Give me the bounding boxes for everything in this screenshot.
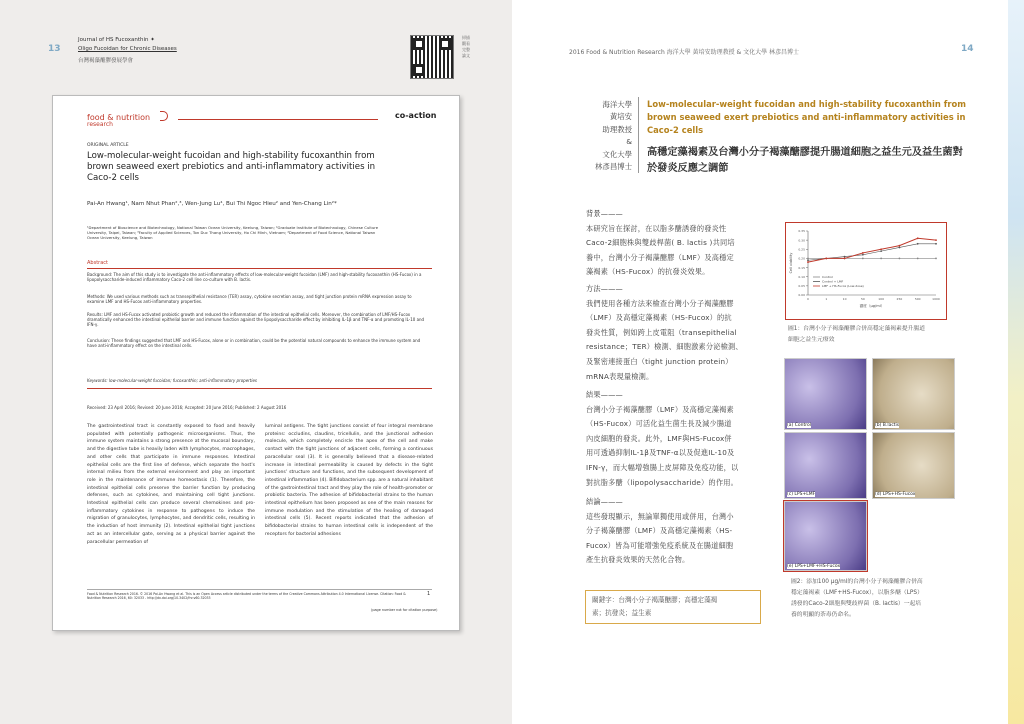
data-point: [862, 258, 864, 260]
section-line: IFN-γ，而大幅增強腸上皮屏障及免疫功能，以: [586, 462, 739, 472]
micrograph-panel-c: [784, 432, 867, 499]
section-line: Fucox）皆為可能增強免疫系統及在腸道細胞: [586, 540, 734, 550]
legend-label: Control + LMF: [822, 279, 844, 284]
section-line: （HS-Fucox）可活化益生菌生長及減少腸道: [586, 419, 732, 429]
legend-label: LMF + HS-Fucox (Low-dose): [822, 284, 864, 289]
section-conclusion: [586, 495, 766, 568]
author-line: 黃培安: [609, 112, 632, 122]
section-line: 台灣小分子褐藻醣膠（LMF）及高穩定藻褐素: [586, 404, 734, 414]
qr-code[interactable]: [410, 35, 454, 79]
legend-label: Control: [822, 275, 833, 280]
y-tick-label: 0.35: [798, 229, 805, 234]
page-number-left: 13: [48, 44, 61, 54]
footer-license: Food & Nutrition Research 2016. © 2016 Pai-An Hwang et al. This is an Open Access article distributed under the terms of the Creative Commons Attribution 4.0 International License. Citation: Food & Nutrition Research 2016, 60: 32033 - http://dx.doi.org/10.3402/fnr.v60.32033: [87, 592, 406, 601]
title-chinese: 高穩定藻褐素及台灣小分子褐藻醣膠提升腸道細胞之益生元及益生菌對於發炎反應之調節: [647, 147, 963, 174]
title-divider: [638, 97, 639, 173]
abstract-rule: [87, 268, 432, 269]
page-number-right: 14: [961, 44, 974, 54]
section-heading: 方法———: [586, 284, 623, 293]
author-line: 海洋大學: [602, 100, 632, 109]
journal-chinese: 台灣褐藻醣膠發展學會: [78, 58, 134, 64]
footer-note: (page number not for citation purpose): [371, 608, 438, 612]
article-title: Low-molecular-weight fucoidan and high-stability fucoxanthin from brown seaweed exert prebiotics and anti-inflammatory activities in Caco-2 cells: [87, 151, 376, 183]
series-line: [808, 244, 936, 260]
data-point: [807, 258, 809, 260]
y-tick-label: 0.00: [798, 293, 805, 298]
caption-line: 細胞之益生元療效: [788, 337, 835, 343]
x-tick-label: 1000: [932, 297, 940, 301]
micrograph-panel-e: [784, 501, 867, 571]
micrograph-panel-a: [784, 358, 867, 430]
data-point: [935, 243, 937, 245]
caption-line: 誘發的Caco-2細胞與雙歧桿菌（B. lactis）一起培: [791, 601, 922, 607]
data-point: [917, 258, 919, 260]
panel-label: (c) LPS+LMF: [787, 492, 816, 497]
x-tick-label: 500: [914, 297, 921, 301]
x-tick-label: 1: [825, 297, 828, 301]
journal-name: Journal of HS Fucoxanthin ✦: [78, 37, 155, 43]
abstract-end-rule: [87, 388, 432, 389]
abstract-conclusion: Conclusion: These findings suggested that LMF and HS-Fucox, alone or in combination, could be the potential natural compounds to enhance the immune system and have anti-inflammatory effect on the intestinal cells.: [87, 338, 421, 349]
section-line: （LMF）及高穩定藻褐素（HS-Fucox）的抗: [586, 313, 732, 323]
figure-1-caption: [788, 324, 958, 346]
section-results: [586, 388, 766, 490]
caption-line: 養的明顯的荼毒仍命名。: [791, 612, 855, 618]
data-point: [862, 252, 864, 254]
x-axis-label: 濃度（μg/ml）: [859, 304, 885, 308]
abstract-results: Results: LMF and HS-Fucox activated probiotic growth and reduced the inflammation of the intestinal epithelial cells. Moreover, the combination of LMF/HS-Fucox dramatically enhanced the intestinal epithelial barrier and immune function against the lipopolysaccharide effect by inhibiting IL-1β and TNF-α and promoting IL-10 and IFN-γ.: [87, 312, 425, 328]
data-point: [844, 258, 846, 260]
y-tick-label: 0.10: [798, 274, 805, 279]
title-english: Low-molecular-weight fucoidan and high-stability fucoxanthin from brown seaweed exert prebiotics and anti-inflammatory activities in Caco-2 cells: [647, 99, 966, 136]
section-line: 本研究旨在探討，在以脂多醣誘發的發炎性: [586, 223, 727, 233]
author-line: 助理教授: [602, 124, 632, 134]
micrograph-panel-d: [872, 432, 955, 499]
journal-brand: food & nutrition: [87, 113, 151, 122]
body-column-1: The gastrointestinal tract is constantly exposed to food and heavily populated with potentially pathogenic microorganisms. Thus, the immune system maintains a strong presence at the mucosal boundary, and the digestive tube is heavily laden with lymphocytes, macrophages, and other cells that participate in immune responses. Intestinal epithelial cells are the first line of defense, which separate the host's internal milieu from the external environment and play an important role in the maintenance of immune homeostasis (1). Therefore, the intestinal epithelial cells preserve the barrier function by producing defenses, such as cytokines, and maintaining cell tight junctions. Intestinal epithelial cells can produce several chemokines and pro-inflammatory cytokines in response to pathogens to induce the migration of granulocytes, lymphocytes, and dendritic cells, resulting in the induction of host immunity (2). Intestinal epithelial tight junctions act as an intercellular gate, serving as a physical barrier against the paracellular permeation of: [87, 424, 255, 545]
affiliations: ¹Department of Bioscience and Biotechnology, National Taiwan Ocean University, Keelung, Taiwan; ²Graduate Institute of Biotechnology, Chinese Culture University, Taipei, Taiwan; ³Faculty of Applied Sciences, Ton Duc Thang University, Ho Chi Minh, Vietnam; ⁴Department of Food Science, National Taiwan Ocean University, Keelung, Taiwan: [87, 225, 379, 240]
y-tick-label: 0.20: [798, 256, 805, 261]
keywords-line: 素；抗發炎；益生素: [592, 609, 652, 617]
abstract-heading: Abstract: [87, 260, 108, 266]
abstract-methods: Methods: We used various methods such as transepithelial resistance (TER) assay, cytokine secretion assay, and tight junction protein mRNA expression assay to examine LMF and HS-Fucox anti-inflammatory properties.: [87, 294, 412, 305]
panel-label: (b) B.lactis: [875, 423, 900, 428]
section-line: 發炎性質，例如跨上皮電阻（transepithelial: [586, 327, 737, 337]
data-point: [880, 250, 882, 252]
section-methods: [586, 282, 766, 384]
keywords: Keywords: low-molecular-weight fucoidan; fucoxanthin; anti-inflammatory properties: [87, 378, 258, 383]
x-tick-label: 100: [878, 297, 885, 301]
micrograph-panel-b: [872, 358, 955, 430]
section-line: 內皮細胞的發炎。此外，LMF與HS-Fucox併: [586, 433, 732, 443]
section-heading: 結論———: [586, 497, 623, 506]
panel-label: (e) LPS+LMF+HS-Fucox: [787, 564, 841, 569]
data-point: [935, 239, 937, 241]
page-edge-gradient: [1008, 0, 1024, 724]
section-background: [586, 207, 766, 280]
author-line: 文化大學: [602, 149, 632, 159]
figure-1-chart: [786, 223, 945, 318]
section-line: 這些發現顯示，無論單獨使用或併用，台灣小: [586, 511, 734, 521]
figure-2-caption: [791, 577, 961, 621]
author-line: 林彥昌博士: [595, 162, 632, 172]
section-line: mRNA表現量檢測。: [586, 371, 654, 381]
figure-2: [784, 358, 956, 578]
author-line: &: [626, 137, 632, 147]
x-tick-label: 10: [842, 297, 847, 301]
footer-page-number: 1: [427, 591, 431, 597]
section-line: resistance；TER）檢測、細胞激素分泌檢測、: [586, 342, 743, 352]
running-header: 2016 Food & Nutrition Research 海洋大學 黃培安助理教授 & 文化大學 林彥昌博士: [569, 49, 799, 56]
journal-brand-sub: research: [87, 121, 113, 128]
y-tick-label: 0.15: [798, 265, 805, 270]
qr-caption: 掃描觀看完整論文: [462, 35, 470, 58]
data-point: [917, 237, 919, 239]
x-tick-label: 50: [860, 297, 865, 301]
article-authors: Pai-An Hwang¹, Nam Nhut Phan²,³, Wen-Jung Lu⁴, Bui Thi Ngoc Hieu² and Yen-Chang Lin²*: [87, 201, 337, 207]
data-point: [917, 243, 919, 245]
journal-subtitle: Oligo Fucoidan for Chronic Diseases: [78, 46, 177, 52]
abstract-background: Background: The aim of this study is to investigate the anti-inflammatory effects of low-molecular-weight fucoidan (LMF) and high-stability fucoxanthin (HS-Fucox) in a lipopolysaccharide-induced inflammatory Caco-2 cell line co-culture with B. lactis.: [87, 272, 422, 283]
section-heading: 背景———: [586, 209, 623, 218]
x-tick-label: 0: [807, 297, 809, 301]
figure-1-box: [785, 222, 947, 320]
caption-line: 圖2：添加100 μg/ml的台灣小分子褐藻醣膠合併高: [791, 579, 923, 585]
data-point: [880, 258, 882, 260]
keywords-box: [585, 590, 761, 624]
received-dates: Received: 23 April 2016; Revised: 20 June 2016; Accepted: 20 June 2016; Published: 2 August 2016: [87, 405, 287, 410]
section-line: 養中，台灣小分子褐藻醣膠（LMF）及高穩定: [586, 252, 734, 262]
data-point: [899, 247, 901, 249]
data-point: [807, 259, 809, 261]
data-point: [935, 258, 937, 260]
caption-line: 穩定藻褐素（LMF+HS-Fucox），以脂多醣（LPS）: [791, 590, 923, 596]
y-tick-label: 0.05: [798, 284, 805, 289]
section-line: 藻褐素（HS-Fucox）的抗發炎效果。: [586, 267, 710, 277]
brand-swoosh-icon: [160, 111, 168, 121]
body-column-2: luminal antigens. The tight junctions consist of four integral membrane proteins: occludins, claudins, tricellulin, and the junctional adhesion molecule, which completely encircle the apex of the cell and make contact with the tight junctions of adjacent cells, forming a continuous paracellular seal (3). It is generally believed that a disease-related increase in intestinal permeability is caused by defects in the tight junctions' structure and functions, and the subsequent development of intestinal inflammation (4). Bifidobacterium spp. are a natural inhabitant of the gastrointestinal tract and they play the role of health-promoter or probiotic bacteria. The adhesion of bifidobacterial strains to the human intestinal epithelium has been proposed as one of the main reasons for immune modulation and the stimulation of the healing of damaged intestinal cells (5). Recent reports indicated that the adhesion of bifidobacterial strains to human intestinal cells is independent of the receptors for bacterial adhesions: [265, 424, 433, 537]
data-point: [844, 256, 846, 258]
footer-rule: [87, 589, 432, 590]
section-line: 分子褐藻醣膠（LMF）及高穩定藻褐素（HS-: [586, 526, 733, 536]
panel-label: (a) Control: [787, 423, 811, 428]
caption-line: 圖1：台灣小分子褐藻醣膠合併高穩定藻褐素提升腸道: [788, 326, 926, 332]
data-point: [825, 258, 827, 260]
section-line: Caco-2細胞株與雙歧桿菌( B. lactis )共同培: [586, 238, 735, 248]
data-point: [899, 245, 901, 247]
y-axis-label: Cell viability: [789, 252, 793, 274]
keywords-line: 關鍵字：台灣小分子褐藻醣膠；高穩定藻褐: [592, 596, 718, 604]
section-line: 我們使用各種方法來檢查台灣小分子褐藻醣膠: [586, 298, 734, 308]
article-type: ORIGINAL ARTICLE: [87, 143, 129, 148]
section-line: 用可透過抑制IL-1β及TNF-α以及促進IL-10及: [586, 448, 735, 458]
brand-rule: [178, 119, 378, 120]
section-line: 產生抗發炎效果的天然化合物。: [586, 555, 690, 565]
article-page: [52, 95, 460, 631]
panel-label: (d) LPS+HS-Fucox: [875, 492, 916, 497]
data-point: [899, 258, 901, 260]
y-tick-label: 0.25: [798, 247, 805, 252]
publisher-logo: co-action: [395, 111, 437, 120]
data-point: [807, 261, 809, 263]
data-point: [862, 254, 864, 256]
section-line: 及緊密連接蛋白（tight junction protein）: [586, 356, 733, 366]
x-tick-label: 250: [896, 297, 903, 301]
authors-block: [588, 99, 632, 173]
section-heading: 結果———: [586, 390, 623, 399]
y-tick-label: 0.30: [798, 238, 805, 243]
section-line: 對抗脂多醣（lipopolysaccharide）的作用。: [586, 477, 738, 487]
data-point: [880, 248, 882, 250]
